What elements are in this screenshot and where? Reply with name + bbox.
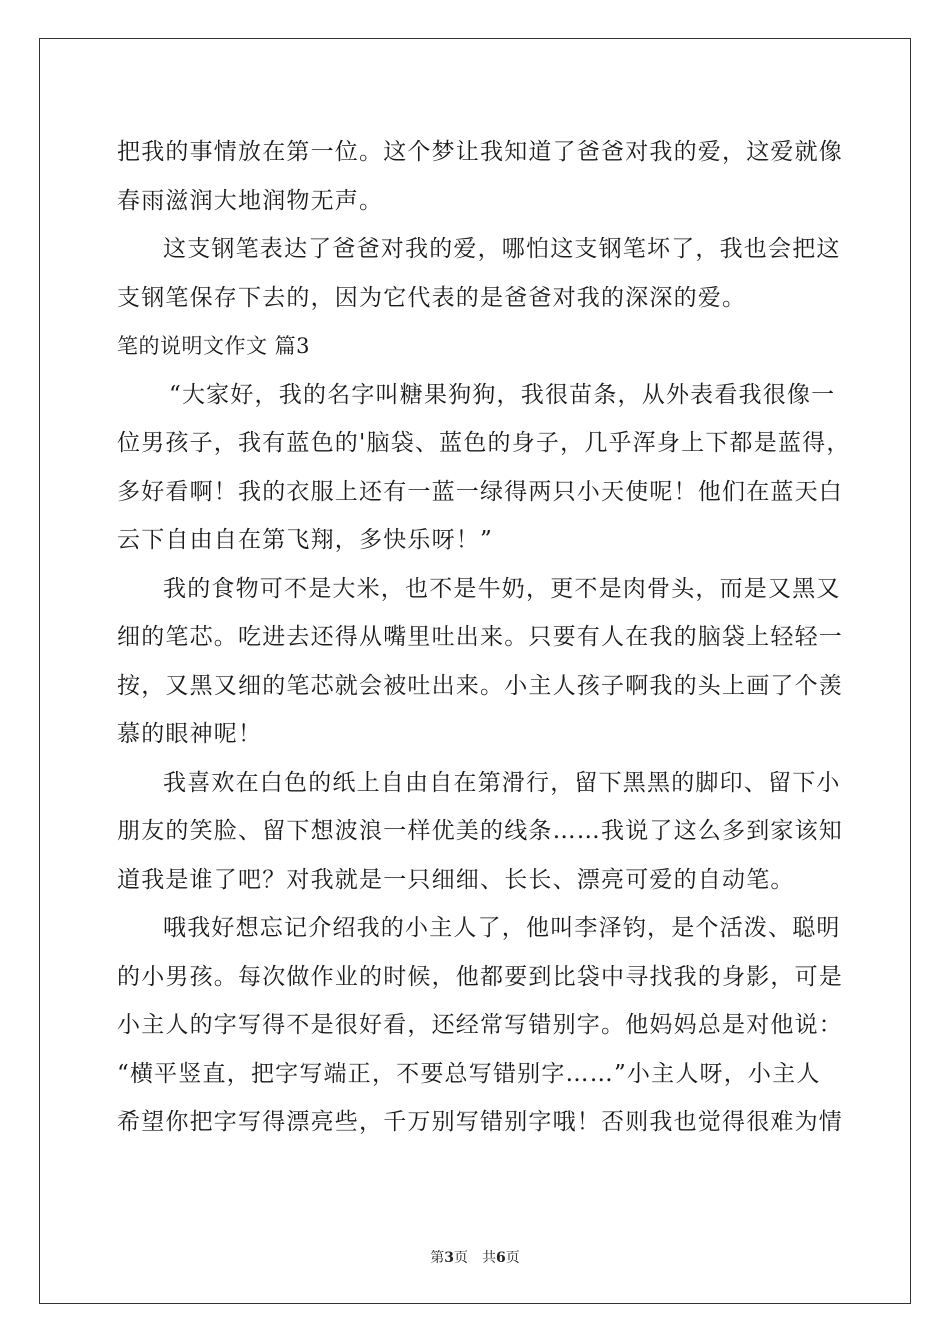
text-line: 小主人的字写得不是很好看，还经常写错别字。他妈妈总是对他说： [117,1012,843,1038]
page-number-separator: 页 共 [454,1250,496,1266]
paragraph-start: 这支钢笔表达了爸爸对我的爱，哪怕这支钢笔坏了，我也会把这 [163,236,841,262]
page-number-suffix: 页 [505,1250,520,1266]
paragraph-start: 我喜欢在白色的纸上自由自在第滑行，留下黑黑的脚印、留下小 [163,769,841,796]
text-line: 春雨滋润大地润物无声。 [117,187,384,214]
text-line: 支钢笔保存下去的，因为它代表的是爸爸对我的深深的爱。 [117,284,747,311]
text-line: “横平竖直，把字写端正，不要总写错别字……”小主人呀，小主人 [117,1060,821,1087]
document-body [117,128,851,1147]
paragraph-start: “大家好，我的名字叫糖果狗狗，我很苗条，从外表看我很像一 [169,381,836,408]
text-line: 多好看啊！我的衣服上还有一蓝一绿得两只小天使呢！他们在蓝天白 [117,478,843,505]
text-line: 位男孩子，我有蓝色的'脑袋、蓝色的身子，几乎浑身上下都是蓝得， [117,430,851,456]
page-number-current: 3 [444,1250,454,1266]
page-number-prefix: 第 [430,1250,445,1266]
text-line: 朋友的笑脸、留下想波浪一样优美的线条……我说了这么多到家该知 [117,818,843,844]
text-line: 按，又黑又细的笔芯就会被吐出来。小主人孩子啊我的头上画了个羡 [117,672,843,699]
section-heading: 笔的说明文作文 篇3 [117,334,311,358]
text-line: 细的笔芯。吃进去还得从嘴里吐出来。只要有人在我的脑袋上轻轻一 [117,624,843,650]
paragraph-start: 哦我好想忘记介绍我的小主人了，他叫李泽钧，是个活泼、聪明 [163,915,841,941]
text-line: 的小男孩。每次做作业的时候，他都要到比袋中寻找我的身影，可是 [117,963,843,990]
text-line: 希望你把字写得漂亮些，千万别写错别字哦！否则我也觉得很难为情 [117,1109,843,1135]
paragraph-start: 我的食物可不是大米，也不是牛奶，更不是肉骨头，而是又黑又 [163,575,841,602]
text-line: 把我的事情放在第一位。这个梦让我知道了爸爸对我的爱，这爱就像 [117,139,843,165]
text-line: 慕的眼神呢！ [117,721,263,747]
text-line: 云下自由自在第飞翔，多快乐呀！” [117,527,493,553]
page-number-total: 6 [496,1250,506,1266]
text-line: 道我是谁了吧？对我就是一只细细、长长、漂亮可爱的自动笔。 [117,866,795,893]
page-footer [0,1247,950,1267]
